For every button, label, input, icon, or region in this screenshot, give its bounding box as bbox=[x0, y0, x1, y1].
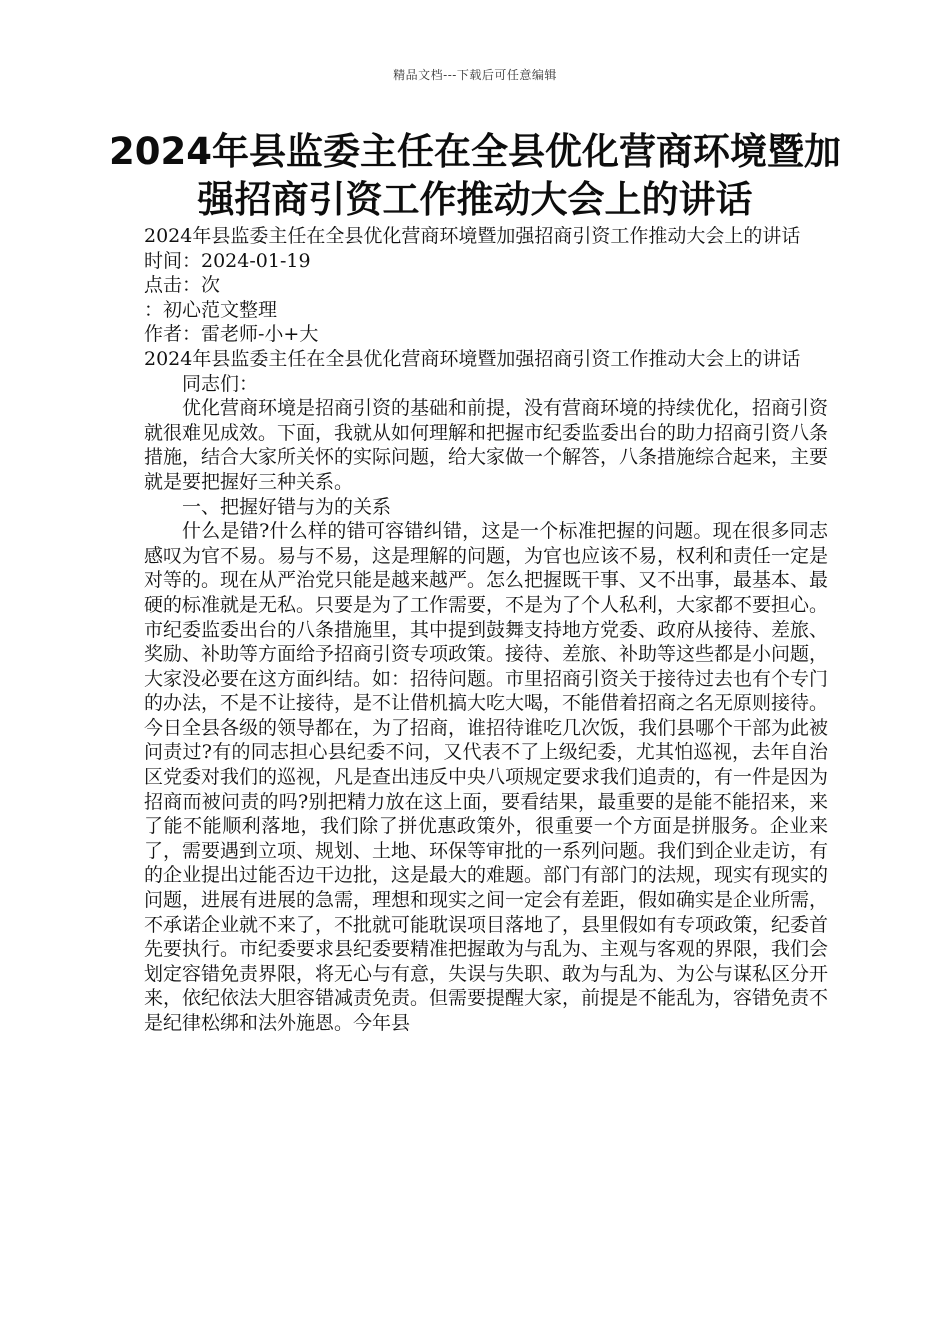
paragraph: 优化营商环境是招商引资的基础和前提，没有营商环境的持续优化，招商引资就很难见成效。下面，我就从如何理解和把握市纪委监委出台的助力招商引资八条措施，结合大家所关怀的实际问题，给大家做一个解答，八条措施综合起来，主要就是要把握好三种关系。 bbox=[144, 397, 829, 493]
document-body bbox=[144, 224, 828, 1036]
subtitle-line: 2024年县监委主任在全县优化营商环境暨加强招商引资工作推动大会上的讲话 bbox=[144, 225, 801, 247]
meta-author: 作者：雷老师-小+大 bbox=[144, 323, 319, 346]
paragraph: 什么是错?什么样的错可容错纠错，这是一个标准把握的问题。现在很多同志感叹为官不易。易与不易，这是理解的问题，为官也应该不易，权利和责任一定是对等的。现在从严治党只能是越来越严。怎么把握既干事、又不出事，最基本、最硬的标准就是无私。只要是为了工作需要，不是为了个人私利，大家都不要担心。市纪委监委出台的八条措施里，其中提到鼓舞支持地方党委、政府从接待、差旅、奖励、补助等方面给予招商引资专项政策。接待、差旅、补助等这些都是小问题，大家没必要在这方面纠结。如：招待问题。市里招商引资关于接待过去也有个专门的办法，不是不让接待，是不让借机搞大吃大喝，不能借着招商之名无原则接待。今日全县各级的领导都在，为了招商，谁招待谁吃几次饭，我们县哪个干部为此被问责过?有的同志担心县纪委不问，又代表不了上级纪委，尤其怕巡视，去年自治区党委对我们的巡视，凡是查出违反中央八项规定要求我们追责的，有一件是因为招商而被问责的吗?别把精力放在这上面，要看结果，最重要的是能不能招来，来了能不能顺利落地，我们除了拼优惠政策外，很重要一个方面是拼服务。企业来了，需要遇到立项、规划、土地、环保等审批的一系列问题。我们到企业走访，有的企业提出过能否边干边批，这是最大的难题。部门有部门的法规，现实有现实的问题，进展有进展的急需，理想和现实之间一定会有差距，假如确实是企业所需，不承诺企业就不来了，不批就可能耽误项目落地了，县里假如有专项政策，纪委首先要执行。市纪委要求县纪委要精准把握敢为与乱为、主观与客观的界限，我们会划定容错免责界限，将无心与有意，失误与失职、敢为与乱为、为公与谋私区分开来，依纪依法大胆容错减责免责。但需要提醒大家，前提是不能乱为，容错免责不是纪律松绑和法外施恩。今年县 bbox=[144, 520, 829, 1034]
section-heading: 一、把握好错与为的关系 bbox=[182, 495, 392, 518]
meta-source: ：初心范文整理 bbox=[144, 298, 278, 321]
meta-clicks: 点击：次 bbox=[144, 274, 221, 297]
greeting: 同志们： bbox=[182, 372, 259, 395]
meta-time: 时间：2024-01-19 bbox=[144, 249, 311, 272]
header-note: 精品文档---下载后可任意编辑 bbox=[393, 68, 557, 82]
document-title: 2024年县监委主任在全县优化营商环境暨加强招商引资工作推动大会上的讲话 bbox=[109, 130, 841, 221]
subtitle-line-repeat: 2024年县监委主任在全县优化营商环境暨加强招商引资工作推动大会上的讲话 bbox=[144, 347, 801, 370]
